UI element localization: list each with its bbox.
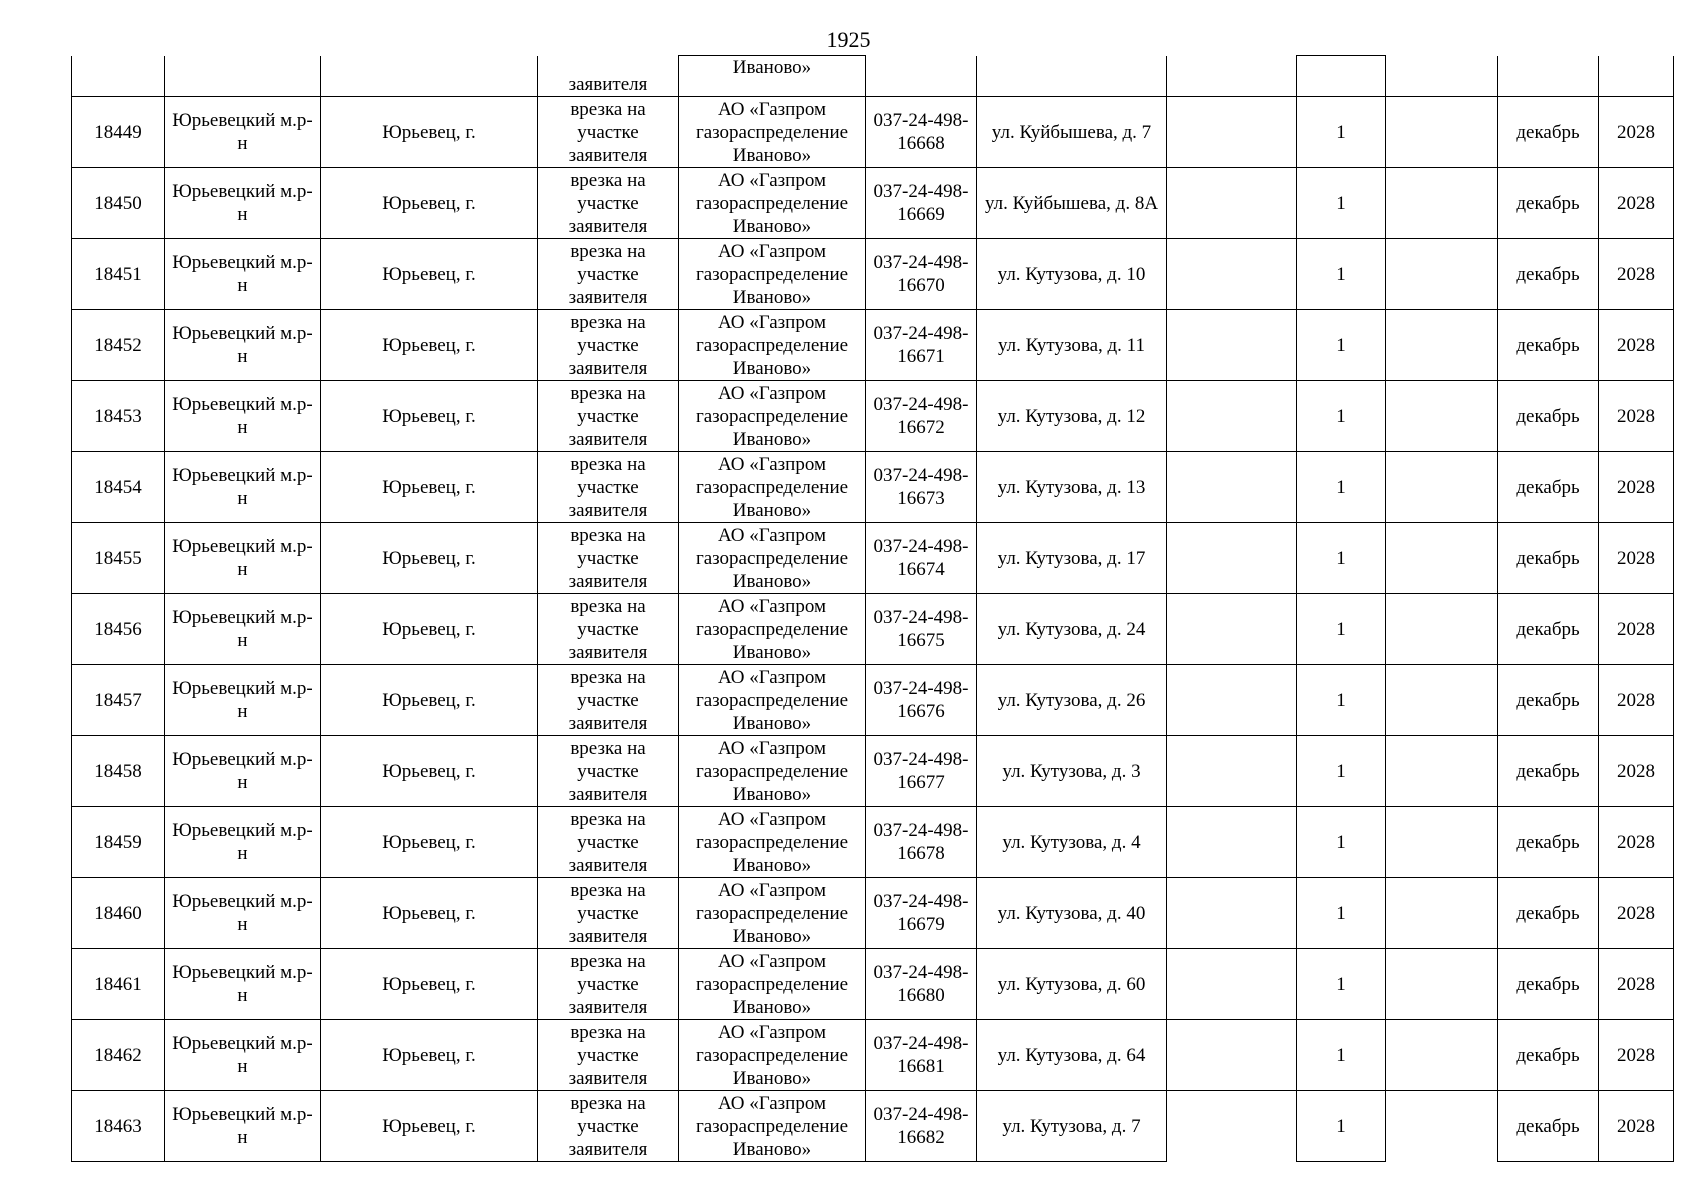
cell-code: 037-24-498-16670 — [866, 239, 977, 310]
cell-year: 2028 — [1599, 239, 1674, 310]
cell-blank-2 — [1386, 878, 1498, 949]
cell-connection: врезка на участке заявителя — [538, 949, 679, 1020]
cell-locality: Юрьевец, г. — [321, 452, 538, 523]
cell-blank-2 — [1386, 1091, 1498, 1162]
cell-code: 037-24-498-16680 — [866, 949, 977, 1020]
table-row — [72, 381, 1674, 452]
cell-code: 037-24-498-16676 — [866, 665, 977, 736]
cell-quantity: 1 — [1297, 310, 1386, 381]
cell-blank — [1167, 452, 1297, 523]
cell-blank-2 — [1386, 452, 1498, 523]
cell-id: 18460 — [72, 878, 165, 949]
cell-address: ул. Куйбышева, д. 7 — [977, 97, 1167, 168]
cell-locality: Юрьевец, г. — [321, 594, 538, 665]
cell-quantity: 1 — [1297, 97, 1386, 168]
table-row — [72, 949, 1674, 1020]
cell-address: ул. Кутузова, д. 60 — [977, 949, 1167, 1020]
cell-year: 2028 — [1599, 807, 1674, 878]
cell-month: декабрь — [1498, 310, 1599, 381]
cell-district: Юрьевецкий м.р-н — [165, 1020, 321, 1091]
cell-locality — [321, 56, 538, 97]
continuation-row — [72, 56, 1674, 97]
cell-blank — [1167, 381, 1297, 452]
cell-month: декабрь — [1498, 807, 1599, 878]
cell-id: 18453 — [72, 381, 165, 452]
cell-locality: Юрьевец, г. — [321, 239, 538, 310]
cell-year: 2028 — [1599, 310, 1674, 381]
cell-month: декабрь — [1498, 878, 1599, 949]
cell-quantity: 1 — [1297, 665, 1386, 736]
cell-blank — [1167, 310, 1297, 381]
table-row — [72, 452, 1674, 523]
cell-year: 2028 — [1599, 97, 1674, 168]
cell-year: 2028 — [1599, 1091, 1674, 1162]
cell-id: 18462 — [72, 1020, 165, 1091]
cell-month: декабрь — [1498, 452, 1599, 523]
cell-address: ул. Кутузова, д. 64 — [977, 1020, 1167, 1091]
cell-month: декабрь — [1498, 736, 1599, 807]
cell-address: ул. Кутузова, д. 40 — [977, 878, 1167, 949]
cell-address: ул. Кутузова, д. 12 — [977, 381, 1167, 452]
cell-district: Юрьевецкий м.р-н — [165, 807, 321, 878]
cell-blank — [1167, 168, 1297, 239]
cell-connection: врезка на участке заявителя — [538, 1091, 679, 1162]
cell-code: 037-24-498-16682 — [866, 1091, 977, 1162]
cell-code: 037-24-498-16675 — [866, 594, 977, 665]
cell-locality: Юрьевец, г. — [321, 97, 538, 168]
cell-district: Юрьевецкий м.р-н — [165, 949, 321, 1020]
cell-address: ул. Кутузова, д. 17 — [977, 523, 1167, 594]
cell-month: декабрь — [1498, 168, 1599, 239]
cell-blank — [1167, 523, 1297, 594]
cell-organization: АО «Газпром газораспределение Иваново» — [679, 523, 866, 594]
cell-district: Юрьевецкий м.р-н — [165, 239, 321, 310]
cell-locality: Юрьевец, г. — [321, 1020, 538, 1091]
cell-district: Юрьевецкий м.р-н — [165, 168, 321, 239]
cell-connection — [538, 56, 679, 97]
cell-connection: врезка на участке заявителя — [538, 452, 679, 523]
cell-organization: АО «Газпром газораспределение Иваново» — [679, 310, 866, 381]
table-row — [72, 807, 1674, 878]
cell-organization: АО «Газпром газораспределение Иваново» — [679, 381, 866, 452]
cell-blank-2 — [1386, 310, 1498, 381]
cell-district — [165, 56, 321, 97]
table-row — [72, 594, 1674, 665]
cell-blank — [1167, 807, 1297, 878]
cell-blank-2 — [1386, 381, 1498, 452]
cell-blank-2 — [1386, 1020, 1498, 1091]
cell-locality: Юрьевец, г. — [321, 523, 538, 594]
cell-address: ул. Кутузова, д. 26 — [977, 665, 1167, 736]
table-row — [72, 736, 1674, 807]
cell-year: 2028 — [1599, 665, 1674, 736]
cell-address: ул. Куйбышева, д. 8А — [977, 168, 1167, 239]
cell-quantity: 1 — [1297, 381, 1386, 452]
cell-code — [866, 56, 977, 97]
cell-month: декабрь — [1498, 594, 1599, 665]
cell-blank-2 — [1386, 523, 1498, 594]
cell-locality: Юрьевец, г. — [321, 665, 538, 736]
gasification-schedule-table — [71, 55, 1674, 1162]
cell-id: 18457 — [72, 665, 165, 736]
cell-blank-2 — [1386, 807, 1498, 878]
cell-year: 2028 — [1599, 381, 1674, 452]
cell-id: 18458 — [72, 736, 165, 807]
cell-organization: АО «Газпром газораспределение Иваново» — [679, 452, 866, 523]
cell-locality: Юрьевец, г. — [321, 807, 538, 878]
cell-quantity: 1 — [1297, 239, 1386, 310]
cell-blank — [1167, 949, 1297, 1020]
cell-organization: АО «Газпром газораспределение Иваново» — [679, 878, 866, 949]
cell-year: 2028 — [1599, 736, 1674, 807]
cell-district: Юрьевецкий м.р-н — [165, 736, 321, 807]
table-row — [72, 1020, 1674, 1091]
cell-year: 2028 — [1599, 452, 1674, 523]
cell-code: 037-24-498-16677 — [866, 736, 977, 807]
cell-id: 18449 — [72, 97, 165, 168]
cell-address: ул. Кутузова, д. 7 — [977, 1091, 1167, 1162]
cell-month: декабрь — [1498, 665, 1599, 736]
cell-year — [1599, 56, 1674, 97]
cell-quantity: 1 — [1297, 452, 1386, 523]
cell-quantity: 1 — [1297, 1091, 1386, 1162]
cell-id: 18456 — [72, 594, 165, 665]
cell-id: 18461 — [72, 949, 165, 1020]
cell-connection: врезка на участке заявителя — [538, 310, 679, 381]
cell-blank — [1167, 594, 1297, 665]
cell-code: 037-24-498-16668 — [866, 97, 977, 168]
cell-quantity: 1 — [1297, 878, 1386, 949]
cell-blank-2 — [1386, 56, 1498, 97]
cell-code: 037-24-498-16679 — [866, 878, 977, 949]
cell-blank-2 — [1386, 97, 1498, 168]
cell-address: ул. Кутузова, д. 24 — [977, 594, 1167, 665]
cell-locality: Юрьевец, г. — [321, 1091, 538, 1162]
cell-organization: АО «Газпром газораспределение Иваново» — [679, 1020, 866, 1091]
cell-id: 18459 — [72, 807, 165, 878]
table-row — [72, 665, 1674, 736]
cell-district: Юрьевецкий м.р-н — [165, 1091, 321, 1162]
cell-blank-2 — [1386, 168, 1498, 239]
cell-connection: врезка на участке заявителя — [538, 97, 679, 168]
cell-locality: Юрьевец, г. — [321, 878, 538, 949]
cell-code: 037-24-498-16673 — [866, 452, 977, 523]
cell-organization: АО «Газпром газораспределение Иваново» — [679, 239, 866, 310]
cell-district: Юрьевецкий м.р-н — [165, 878, 321, 949]
cell-connection: врезка на участке заявителя — [538, 239, 679, 310]
cell-quantity: 1 — [1297, 1020, 1386, 1091]
table-row — [72, 168, 1674, 239]
cell-quantity: 1 — [1297, 949, 1386, 1020]
table-row — [72, 97, 1674, 168]
cell-month — [1498, 56, 1599, 97]
cell-blank — [1167, 239, 1297, 310]
cell-organization: АО «Газпром газораспределение Иваново» — [679, 949, 866, 1020]
cell-year: 2028 — [1599, 594, 1674, 665]
cell-locality: Юрьевец, г. — [321, 310, 538, 381]
cell-id: 18452 — [72, 310, 165, 381]
cell-connection: врезка на участке заявителя — [538, 665, 679, 736]
cell-address: ул. Кутузова, д. 11 — [977, 310, 1167, 381]
cell-quantity: 1 — [1297, 594, 1386, 665]
cell-address: ул. Кутузова, д. 13 — [977, 452, 1167, 523]
cell-connection: врезка на участке заявителя — [538, 807, 679, 878]
cell-connection: врезка на участке заявителя — [538, 1020, 679, 1091]
cell-blank-2 — [1386, 239, 1498, 310]
table-body — [72, 56, 1674, 1162]
cell-address — [977, 56, 1167, 97]
cell-quantity: 1 — [1297, 807, 1386, 878]
cell-connection: врезка на участке заявителя — [538, 523, 679, 594]
cell-id — [72, 56, 165, 97]
cell-locality: Юрьевец, г. — [321, 949, 538, 1020]
cell-id: 18455 — [72, 523, 165, 594]
cell-quantity — [1297, 56, 1386, 97]
cell-code: 037-24-498-16678 — [866, 807, 977, 878]
table-row — [72, 523, 1674, 594]
cell-id: 18451 — [72, 239, 165, 310]
cell-code: 037-24-498-16674 — [866, 523, 977, 594]
cell-year: 2028 — [1599, 949, 1674, 1020]
table-row — [72, 239, 1674, 310]
cell-code: 037-24-498-16672 — [866, 381, 977, 452]
cell-organization: АО «Газпром газораспределение Иваново» — [679, 736, 866, 807]
cell-connection: врезка на участке заявителя — [538, 594, 679, 665]
cell-locality: Юрьевец, г. — [321, 381, 538, 452]
cell-district: Юрьевецкий м.р-н — [165, 523, 321, 594]
cell-blank-2 — [1386, 665, 1498, 736]
cell-code: 037-24-498-16669 — [866, 168, 977, 239]
cell-code: 037-24-498-16681 — [866, 1020, 977, 1091]
cell-blank — [1167, 97, 1297, 168]
cell-address: ул. Кутузова, д. 10 — [977, 239, 1167, 310]
cell-organization: АО «Газпром газораспределение Иваново» — [679, 1091, 866, 1162]
cell-district: Юрьевецкий м.р-н — [165, 452, 321, 523]
cell-month: декабрь — [1498, 97, 1599, 168]
cell-year: 2028 — [1599, 878, 1674, 949]
cell-year: 2028 — [1599, 523, 1674, 594]
cell-id: 18454 — [72, 452, 165, 523]
cell-quantity: 1 — [1297, 736, 1386, 807]
cell-district: Юрьевецкий м.р-н — [165, 310, 321, 381]
table-row — [72, 1091, 1674, 1162]
cell-district: Юрьевецкий м.р-н — [165, 381, 321, 452]
continuation-connection-text: заявителя — [568, 74, 648, 95]
cell-district: Юрьевецкий м.р-н — [165, 594, 321, 665]
cell-month: декабрь — [1498, 1091, 1599, 1162]
cell-blank-2 — [1386, 594, 1498, 665]
cell-blank — [1167, 665, 1297, 736]
cell-month: декабрь — [1498, 239, 1599, 310]
cell-blank-2 — [1386, 736, 1498, 807]
cell-quantity: 1 — [1297, 523, 1386, 594]
cell-quantity: 1 — [1297, 168, 1386, 239]
cell-blank — [1167, 56, 1297, 97]
cell-blank — [1167, 1091, 1297, 1162]
cell-organization: АО «Газпром газораспределение Иваново» — [679, 168, 866, 239]
cell-month: декабрь — [1498, 523, 1599, 594]
cell-month: декабрь — [1498, 949, 1599, 1020]
cell-blank — [1167, 878, 1297, 949]
cell-blank — [1167, 1020, 1297, 1091]
cell-blank — [1167, 736, 1297, 807]
cell-month: декабрь — [1498, 381, 1599, 452]
cell-connection: врезка на участке заявителя — [538, 168, 679, 239]
table-row — [72, 310, 1674, 381]
cell-district: Юрьевецкий м.р-н — [165, 665, 321, 736]
cell-year: 2028 — [1599, 1020, 1674, 1091]
cell-district: Юрьевецкий м.р-н — [165, 97, 321, 168]
cell-address: ул. Кутузова, д. 3 — [977, 736, 1167, 807]
page-number: 1925 — [826, 27, 871, 52]
cell-code: 037-24-498-16671 — [866, 310, 977, 381]
cell-organization — [679, 56, 866, 97]
cell-blank-2 — [1386, 949, 1498, 1020]
cell-locality: Юрьевец, г. — [321, 736, 538, 807]
cell-organization: АО «Газпром газораспределение Иваново» — [679, 665, 866, 736]
continuation-organization-text: Иваново» — [732, 57, 812, 78]
cell-locality: Юрьевец, г. — [321, 168, 538, 239]
cell-id: 18463 — [72, 1091, 165, 1162]
cell-connection: врезка на участке заявителя — [538, 381, 679, 452]
cell-connection: врезка на участке заявителя — [538, 736, 679, 807]
cell-organization: АО «Газпром газораспределение Иваново» — [679, 97, 866, 168]
cell-organization: АО «Газпром газораспределение Иваново» — [679, 807, 866, 878]
cell-connection: врезка на участке заявителя — [538, 878, 679, 949]
table-row — [72, 878, 1674, 949]
cell-organization: АО «Газпром газораспределение Иваново» — [679, 594, 866, 665]
cell-id: 18450 — [72, 168, 165, 239]
cell-address: ул. Кутузова, д. 4 — [977, 807, 1167, 878]
cell-year: 2028 — [1599, 168, 1674, 239]
cell-month: декабрь — [1498, 1020, 1599, 1091]
